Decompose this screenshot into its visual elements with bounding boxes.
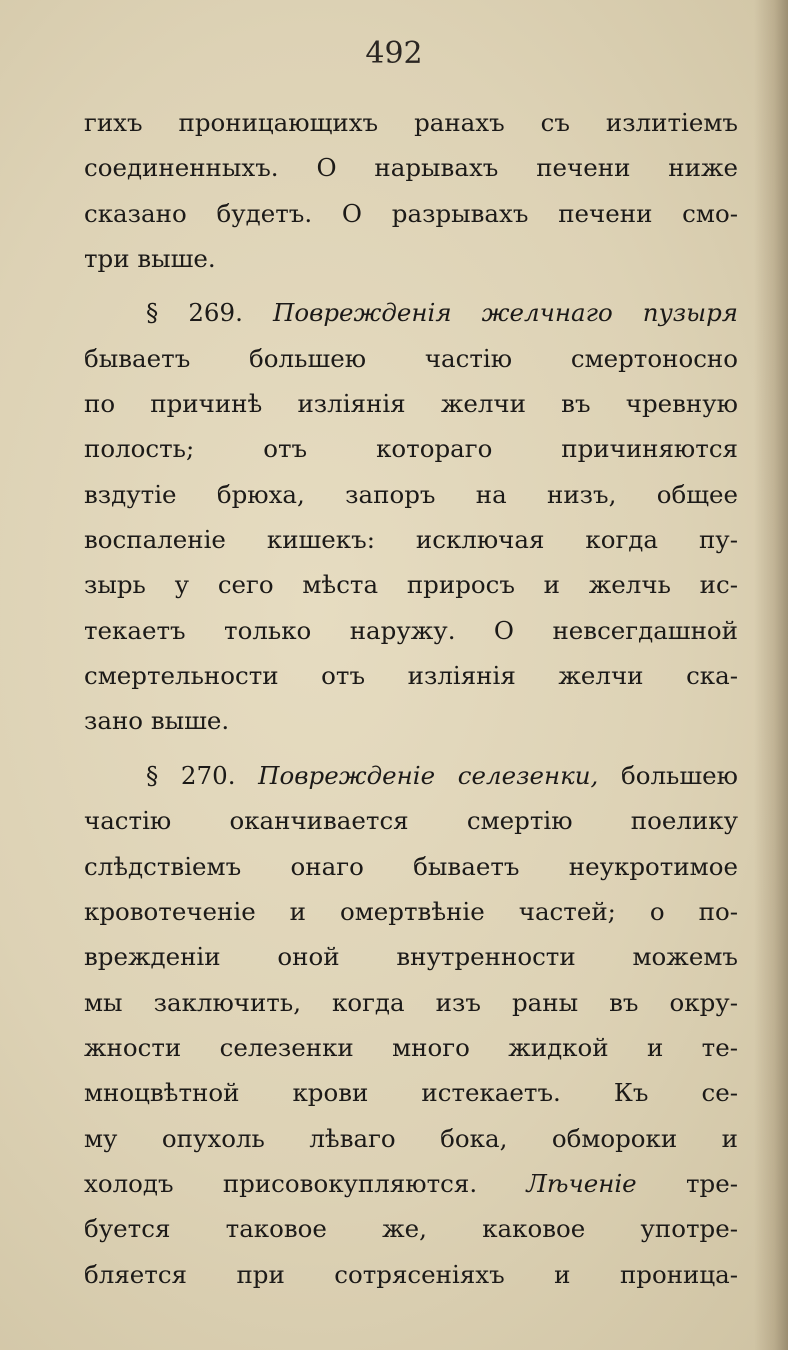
treatment-label: Лѣченiе (526, 1168, 637, 1198)
text-line: мы заключить, когда изъ раны въ окру- (84, 987, 738, 1017)
text-line: врежденiи оной внутренности можемъ (84, 942, 738, 972)
section-heading: Поврежденiе селезенки, (258, 760, 599, 790)
text-line: бляется при сотрясенiяхъ и проница- (84, 1259, 738, 1289)
section-number: § 270. (146, 760, 236, 790)
text-segment: холодъ присовокупляются. (84, 1168, 478, 1198)
text-line: текаетъ только наружу. О невсегдашной (84, 615, 738, 645)
text-segment: тре- (685, 1168, 738, 1198)
text-line: зырь у сего мѣста приросъ и желчь ис- (84, 570, 738, 600)
heading-tail: большею (620, 760, 738, 790)
text-line: смертельности отъ излiянiя желчи ска- (84, 661, 738, 691)
page-number: 492 (365, 36, 423, 71)
text-line: три выше. (84, 244, 216, 274)
section-heading-line (84, 290, 738, 335)
paragraph-section-269 (84, 290, 738, 743)
section-heading: Поврежденiя желчнаго пузыря (272, 298, 738, 328)
text-line: бываетъ большею частiю смертоносно (84, 343, 738, 373)
text-line: гихъ проницающихъ ранахъ съ излитiемъ (84, 108, 738, 137)
text-line: кровотеченiе и омертвѣнiе частей; о по- (84, 896, 738, 926)
text-line: слѣдствiемъ онаго бываетъ неукротимое (84, 851, 738, 881)
text-line: буется таковое же, каковое употре- (84, 1214, 738, 1244)
text-line: частiю оканчивается смертiю поелику (84, 806, 738, 836)
section-number: § 269. (146, 298, 243, 328)
text-line: зано выше. (84, 706, 230, 736)
text-line: воспаленiе кишекъ: исключая когда пу- (84, 525, 738, 555)
text-line: жности селезенки много жидкой и те- (84, 1032, 738, 1062)
text-line: полость; отъ котораго причиняются (84, 434, 738, 464)
treatment-line (84, 1161, 738, 1206)
text-line: по причинѣ излiянiя желчи въ чревную (84, 389, 738, 419)
paragraph-1 (84, 100, 738, 281)
section-heading-line (84, 753, 738, 798)
text-line: мноцвѣтной крови истекаетъ. Къ се- (84, 1078, 738, 1108)
page-edge-shadow (754, 0, 788, 1350)
text-line: му опухоль лѣваго бока, обмороки и (84, 1123, 738, 1153)
text-line: соединенныхъ. О нарывахъ печени ниже (84, 153, 738, 183)
body-text (84, 100, 738, 1297)
text-line: сказано будетъ. О разрывахъ печени смо- (84, 198, 738, 228)
text-line: вздутiе брюха, запоръ на низъ, общее (84, 479, 738, 509)
paragraph-section-270 (84, 753, 738, 1297)
